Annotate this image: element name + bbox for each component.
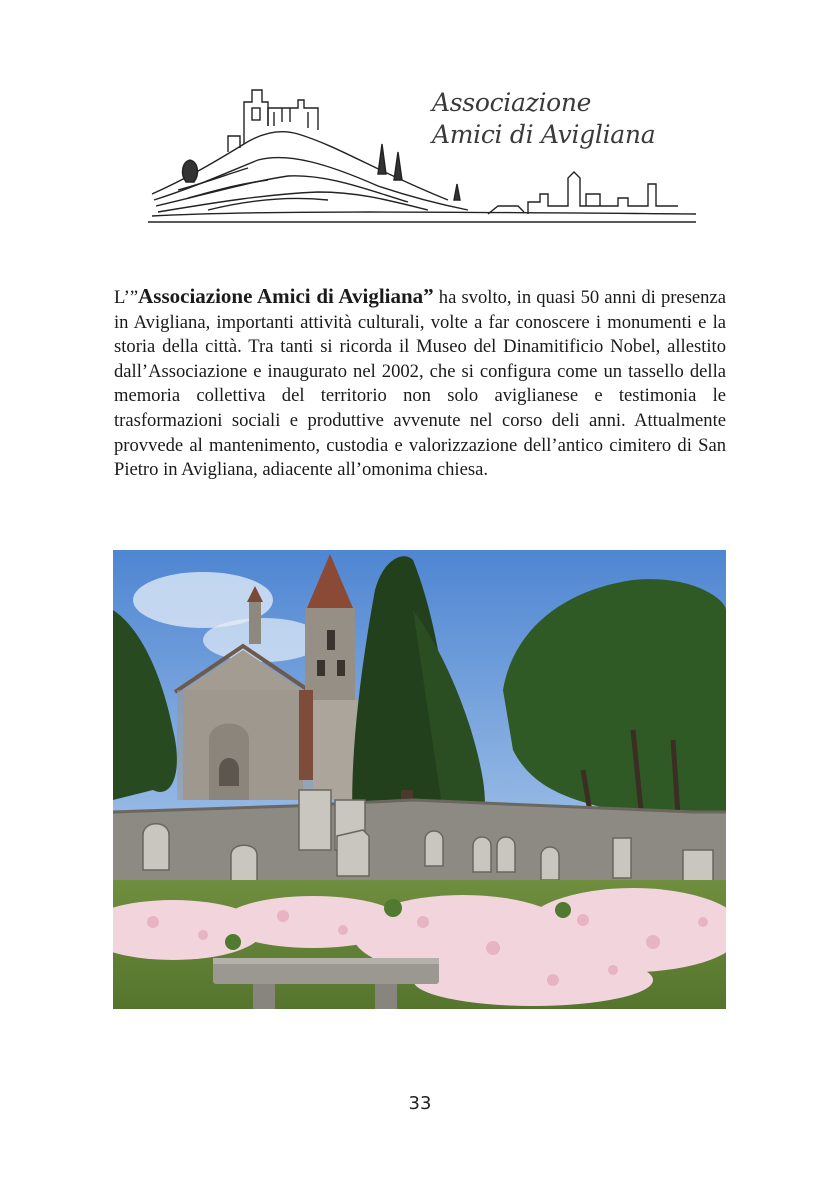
castle-hill-sketch-icon <box>148 82 696 232</box>
association-logo <box>148 82 696 232</box>
church-cemetery-photo <box>113 550 726 1009</box>
intro-prefix: L’” <box>114 287 139 308</box>
logo-name-line1: Associazione <box>432 88 592 117</box>
intro-body: ha svolto, in quasi 50 anni di presenza in Avigliana, importanti attività culturali, volte a far conoscere i monumenti e la storia della città. Tra tanti si ricorda il Museo del Dinamitificio Nobel, allestito dall’Associazione e inaugurato nel 2002, che si configura come un tassello della memoria collettiva del territorio non solo aviglianese e testimonia le trasformazioni sociali e produttive avvenute nel corso deli anni. Attualmente provvede al mantenimento, custodia e valorizzazione dell’antico cimitero di San Pietro in Avigliana, adiacente all’omonima chiesa. <box>114 287 726 481</box>
organization-name: Associazione Amici di Avigliana” <box>138 284 434 308</box>
intro-paragraph <box>114 284 726 483</box>
logo-name-line2: Amici di Avigliana <box>432 120 656 149</box>
page-number: 33 <box>408 1093 432 1114</box>
church-cemetery-illustration-icon <box>113 550 726 1009</box>
